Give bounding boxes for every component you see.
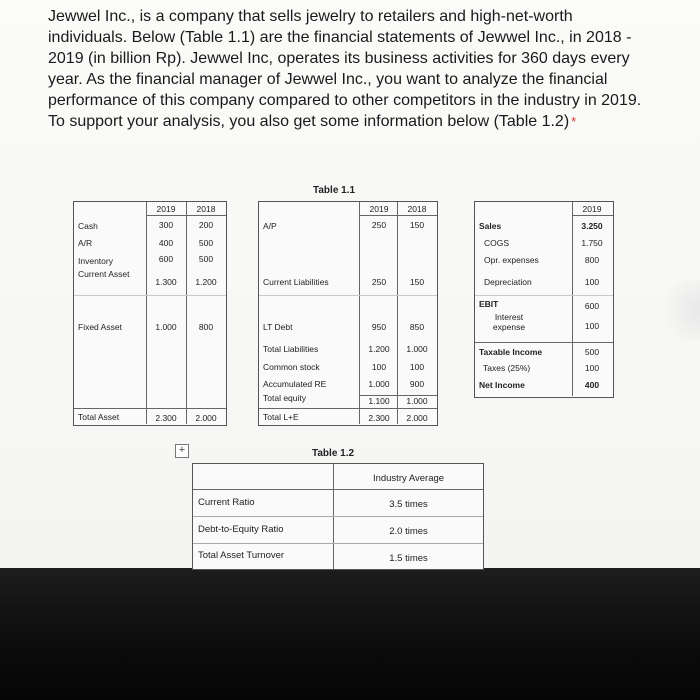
income-label: Opr. expenses [484,255,539,265]
asset-2018: 1.200 [195,277,217,287]
assets-year-2019: 2019 [156,204,176,214]
liab-2019: 250 [371,277,387,287]
liab-2019: 1.000 [368,379,390,389]
asset-2019: 1.300 [155,277,177,287]
liab-year-2018: 2018 [407,204,427,214]
glare [652,280,700,340]
ratio-value: 2.0 times [389,526,428,537]
liab-2019: 1.100 [368,396,390,406]
income-value: 100 [584,277,600,287]
industry-average-table [192,463,484,570]
income-label: Depreciation [484,277,532,287]
industry-average-header: Industry Average [372,473,445,484]
liab-2018: 150 [409,277,425,287]
income-year: 2019 [582,204,602,214]
asset-2018: 200 [198,220,214,230]
ratio-label: Total Asset Turnover [198,550,285,561]
asset-label: Current Asset [78,269,130,279]
liab-2018: 850 [409,322,425,332]
income-table [474,201,614,398]
asset-label: Inventory [78,256,113,266]
income-value: 600 [584,301,600,311]
income-value: 1.750 [581,238,603,248]
liab-label: Current Liabilities [263,277,329,287]
liab-2018: 900 [409,379,425,389]
liab-2018: 1.000 [406,396,428,406]
income-label: Taxable Income [479,347,543,357]
income-value: 800 [584,255,600,265]
ratio-value: 3.5 times [389,499,428,510]
liab-2019: 1.200 [368,344,390,354]
liab-label: Common stock [263,362,320,372]
required-marker: * [571,114,577,129]
assets-year-2018: 2018 [196,204,216,214]
asset-label: A/R [78,238,93,248]
income-value: 3.250 [581,221,603,231]
income-value: 500 [584,347,600,357]
asset-2019: 400 [158,238,174,248]
liab-2018: 1.000 [406,344,428,354]
table-1-2-title: Table 1.2 [312,448,355,459]
monitor-bezel [0,568,700,700]
liab-2018: 150 [409,220,425,230]
liab-2018: 2.000 [406,413,428,423]
asset-2018: 500 [198,238,214,248]
liab-2019: 2.300 [368,413,390,423]
expand-icon[interactable]: + [175,444,189,458]
income-label: Taxes (25%) [483,363,531,373]
ratio-value: 1.5 times [389,553,428,564]
liab-label: Accumulated RE [263,379,327,389]
income-label: Net Income [479,380,525,390]
liab-label: Total Liabilities [263,344,319,354]
asset-2018: 500 [198,254,214,264]
assets-table [73,201,227,426]
liab-year-2019: 2019 [369,204,389,214]
ratio-label: Debt-to-Equity Ratio [198,524,284,535]
asset-2019: 2.300 [155,413,177,423]
asset-label: Total Asset [78,412,120,422]
income-label: Interest expense [492,312,526,332]
ratio-label: Current Ratio [198,497,255,508]
liab-2018: 100 [409,362,425,372]
asset-2018: 2.000 [195,413,217,423]
liab-label: Total L+E [263,412,299,422]
asset-2018: 800 [198,322,214,332]
asset-2019: 300 [158,220,174,230]
income-value: 100 [584,363,600,373]
question-text [48,6,648,132]
liab-2019: 250 [371,220,387,230]
income-label: COGS [484,238,510,248]
liab-2019: 950 [371,322,387,332]
asset-label: Cash [78,221,98,231]
table-1-1-title: Table 1.1 [313,185,356,196]
income-value: 400 [584,380,600,390]
liab-label: LT Debt [263,322,293,332]
asset-label: Fixed Asset [78,322,122,332]
question-body: Jewwel Inc., is a company that sells jewelry to retailers and high-net-worth individuals. Below (Table 1.1) are the financial statements of Jewwel Inc., in 2018 - 2019 (in billion Rp). Jewwel Inc, operates its business activities for 360 days every year. As the financial manager of Jewwel Inc., you want to analyze the financial performance of this company compared to other competitors in the industry in 2019. To support your analysis, you also get some information below (Table 1.2) [48,8,642,130]
income-label: Sales [479,221,502,231]
liabilities-table [258,201,438,426]
liab-label: Total equity [263,393,306,403]
income-label: EBIT [479,299,499,309]
liab-2019: 100 [371,362,387,372]
asset-2019: 600 [158,254,174,264]
liab-label: A/P [263,221,277,231]
income-value: 100 [584,321,600,331]
asset-2019: 1.000 [155,322,177,332]
